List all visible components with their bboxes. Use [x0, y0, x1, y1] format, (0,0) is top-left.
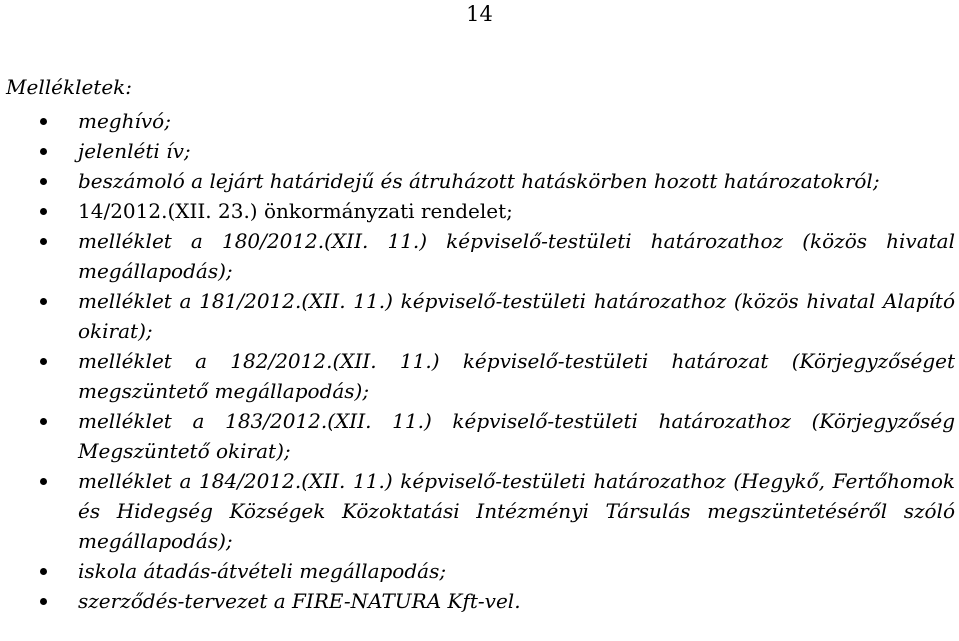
list-item-label: melléklet a 184/2012.(XII. 11.) képviselő-testületi határozathoz (Hegykő, Fertőhomok és Hidegség Községek Közoktatási Intézményi Társulás megszüntetéséről szóló megállapodás);: [78, 469, 955, 553]
list-item-label: meghívó;: [78, 109, 171, 133]
list-item-label: melléklet a 180/2012.(XII. 11.) képviselő-testületi határozathoz (közös hivatal megállapodás);: [78, 229, 955, 283]
list-item: [0, 406, 959, 466]
list-item: [0, 346, 959, 406]
attachments-list: [0, 106, 959, 616]
list-item: [0, 586, 959, 616]
list-item-label: szerződés-tervezet a FIRE-NATURA Kft-vel.: [78, 589, 521, 613]
list-item-label: melléklet a 183/2012.(XII. 11.) képviselő-testületi határozathoz (Körjegyzőség Megszüntető okirat);: [78, 409, 955, 463]
list-item-label: melléklet a 182/2012.(XII. 11.) képviselő-testületi határozat (Körjegyzőséget megszüntető megállapodás);: [78, 349, 955, 403]
list-item: [0, 106, 959, 136]
page-number: 14: [466, 2, 493, 26]
list-item-label: 14/2012.(XII. 23.) önkormányzati rendelet;: [78, 199, 513, 223]
bullet-icon: [40, 238, 47, 245]
list-item: [0, 466, 959, 556]
list-item-label: jelenléti ív;: [78, 139, 191, 163]
bullet-icon: [40, 118, 47, 125]
list-item: [0, 196, 959, 226]
list-item-label: iskola átadás-átvételi megállapodás;: [78, 559, 447, 583]
list-item: [0, 556, 959, 586]
bullet-icon: [40, 418, 47, 425]
list-item-label: beszámoló a lejárt határidejű és átruházott hatáskörben hozott határozatokról;: [78, 169, 880, 193]
bullet-icon: [40, 568, 47, 575]
bullet-icon: [40, 208, 47, 215]
list-item: [0, 226, 959, 286]
attachments-heading: Mellékletek:: [6, 75, 133, 99]
bullet-icon: [40, 478, 47, 485]
bullet-icon: [40, 178, 47, 185]
bullet-icon: [40, 358, 47, 365]
list-item: [0, 286, 959, 346]
list-item: [0, 136, 959, 166]
list-item-label: melléklet a 181/2012.(XII. 11.) képviselő-testületi határozathoz (közös hivatal Alapító okirat);: [78, 289, 955, 343]
bullet-icon: [40, 598, 47, 605]
list-item: [0, 166, 959, 196]
bullet-icon: [40, 148, 47, 155]
bullet-icon: [40, 298, 47, 305]
